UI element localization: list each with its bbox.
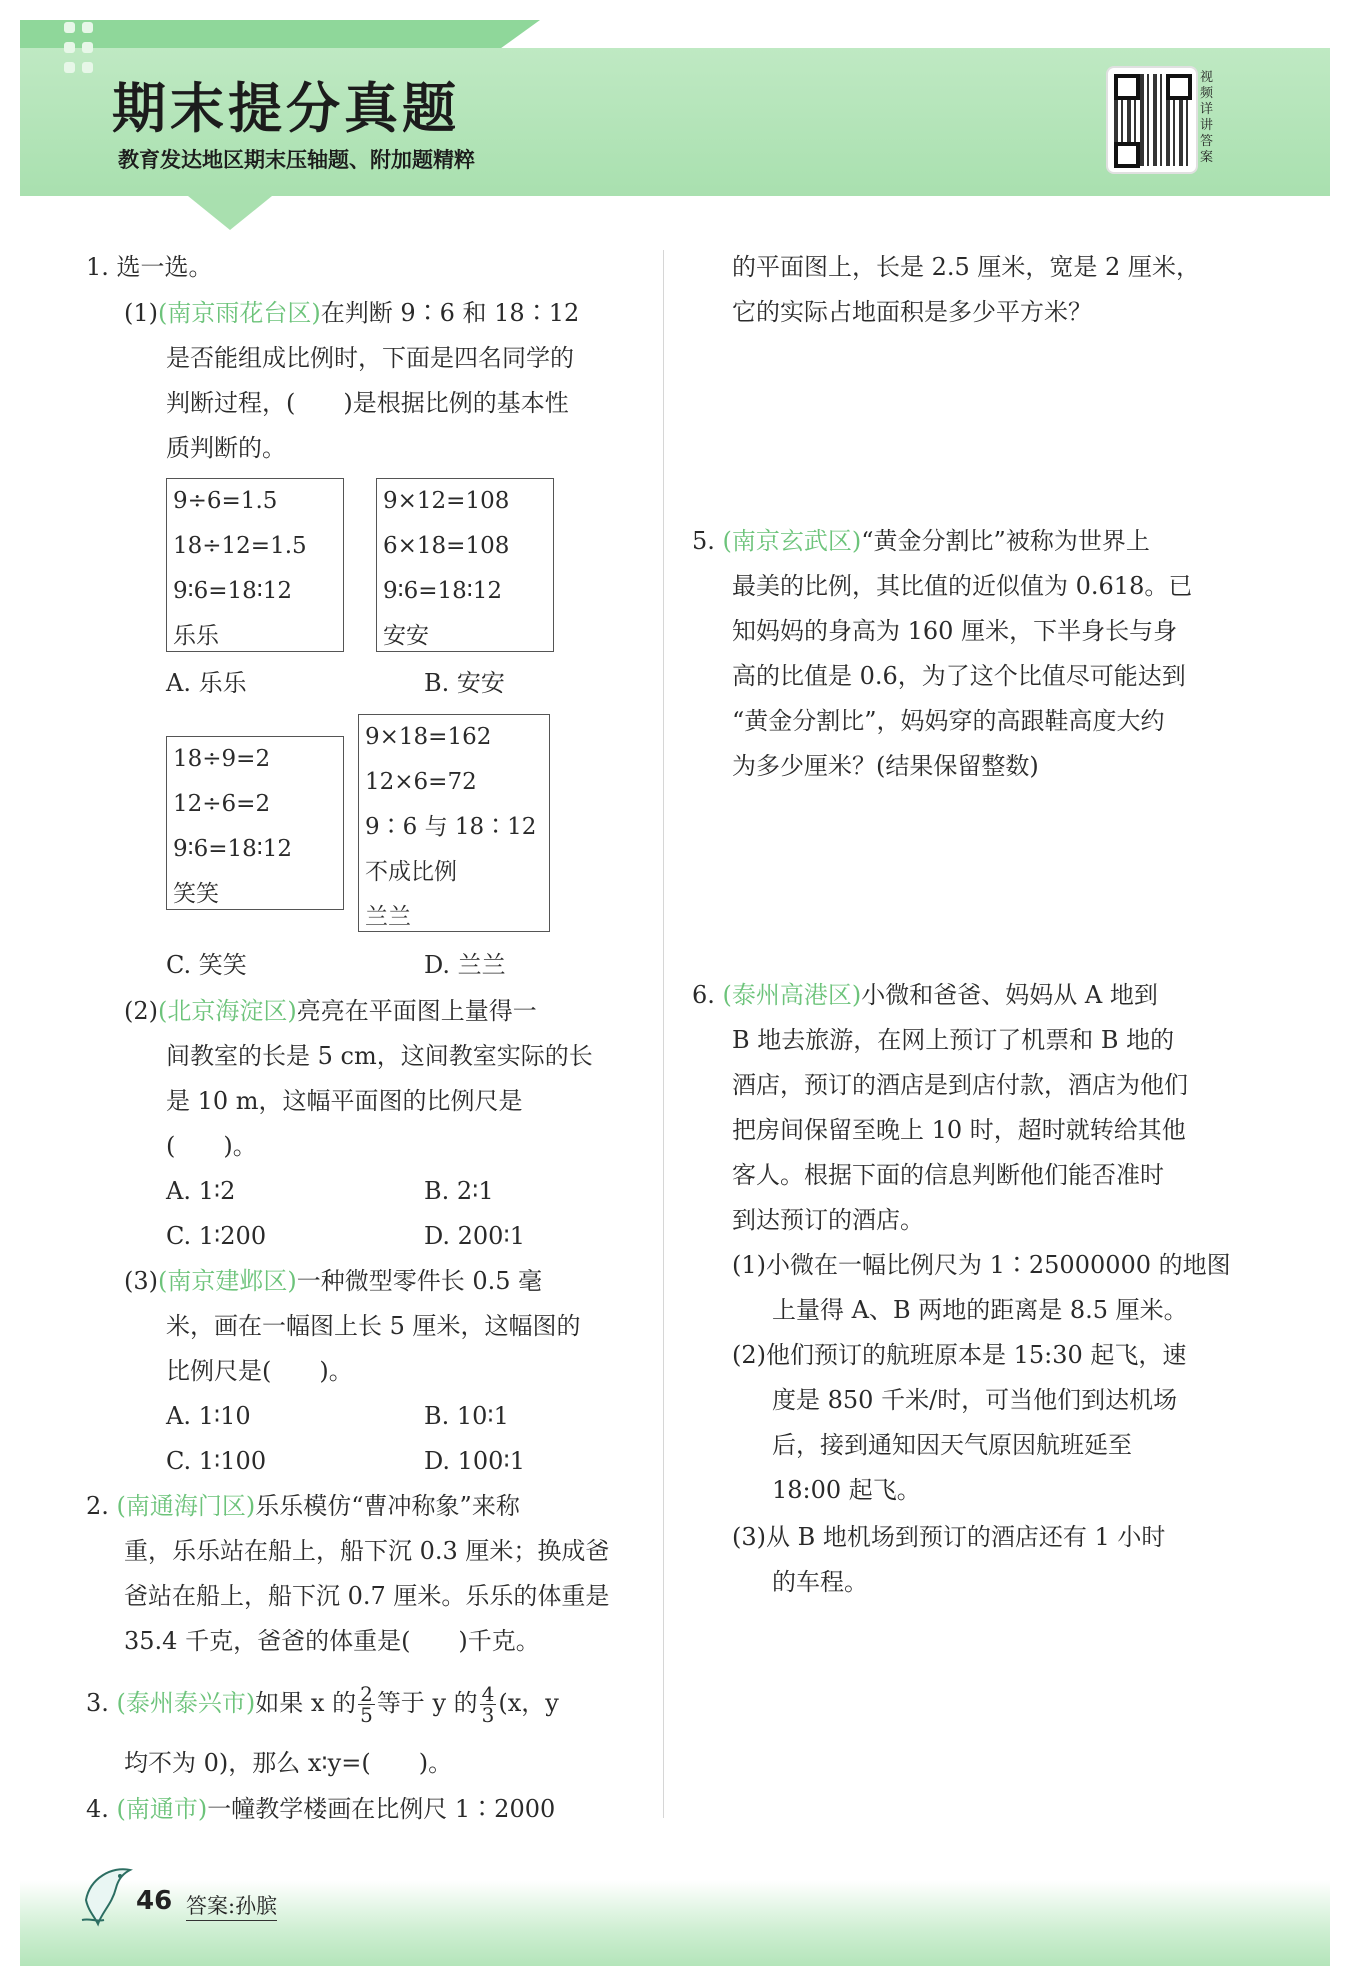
q3-line2: 均不为 0)，那么 x∶y=( )。: [124, 1749, 453, 1777]
q1-1-option-a: A. 乐乐: [166, 669, 247, 697]
q1-2-option-b: B. 2∶1: [424, 1177, 494, 1205]
q3-line1: 3. (泰州泰兴市)如果 x 的 $\frac{2}{5}$ 等于 y 的 $\frac{4}{3}$ (x，y: [86, 1682, 559, 1727]
q4-cont-line2: 它的实际占地面积是多少平方米？: [732, 298, 1092, 326]
box-line: 9÷6=1.5: [173, 488, 278, 514]
box-line: 笑笑: [173, 881, 219, 907]
q4-line1: 4. (南通市)一幢教学楼画在比例尺 1∶2000: [86, 1795, 556, 1823]
box-line: 9×18=162: [365, 724, 492, 750]
q6-sub2-line2: 度是 850 千米/时，可当他们到达机场: [772, 1386, 1178, 1414]
box-line: 6×18=108: [383, 533, 510, 559]
q5-line4: 高的比值是 0.6，为了这个比值尽可能达到: [732, 662, 1186, 690]
q6-line1: 6. (泰州高港区)小微和爸爸、妈妈从 A 地到: [692, 981, 1158, 1009]
q2-line1: 2. (南通海门区)乐乐模仿“曹冲称象”来称: [86, 1492, 520, 1520]
box-line: 9∶6=18∶12: [383, 578, 503, 604]
box-line: 18÷12=1.5: [173, 533, 307, 559]
box-line: 12÷6=2: [173, 791, 271, 817]
q2-line3: 爸站在船上，船下沉 0.7 厘米。乐乐的体重是: [124, 1582, 610, 1610]
q6-line6: 到达预订的酒店。: [732, 1206, 924, 1234]
q1-3-line3: 比例尺是( )。: [166, 1357, 353, 1385]
dolphin-icon: [76, 1860, 140, 1930]
q1-2-line4: ( )。: [166, 1132, 257, 1160]
q6-sub3-line2: 的车程。: [772, 1568, 868, 1596]
fraction-2-5: $\frac{2}{5}$: [360, 1682, 373, 1727]
q5-line5: “黄金分割比”，妈妈穿的高跟鞋高度大约: [732, 707, 1165, 735]
q1-3-option-b: B. 10∶1: [424, 1402, 509, 1430]
q5-line3: 知妈妈的身高为 160 厘米，下半身长与身: [732, 617, 1178, 645]
q4-cont-line1: 的平面图上，长是 2.5 厘米，宽是 2 厘米，: [732, 253, 1200, 281]
box-line: 9∶6 与 18∶12: [365, 814, 537, 840]
box-line: 12×6=72: [365, 769, 477, 795]
box-line: 9∶6=18∶12: [173, 578, 293, 604]
box-lele: [166, 478, 344, 652]
box-anan: [376, 478, 554, 652]
box-line: 乐乐: [173, 623, 219, 649]
banner-arrow: [188, 196, 272, 230]
q1-2-line1: (2)(北京海淀区)亮亮在平面图上量得一: [124, 997, 537, 1025]
q1-heading: 1. 选一选。: [86, 253, 213, 281]
q2-line4: 35.4 千克，爸爸的体重是( )千克。: [124, 1627, 540, 1655]
q6-sub3-line1: (3)从 B 地机场到预订的酒店还有 1 小时: [732, 1523, 1166, 1551]
fraction-4-3: $\frac{4}{3}$: [481, 1682, 495, 1727]
box-xiaoxiao: [166, 736, 344, 910]
q6-line4: 把房间保留至晚上 10 时，超时就转给其他: [732, 1116, 1186, 1144]
q6-sub1-line2: 上量得 A、B 两地的距离是 8.5 厘米。: [772, 1296, 1188, 1324]
q1-3-option-d: D. 100∶1: [424, 1447, 525, 1475]
q6-sub1-line1: (1)小微在一幅比例尺为 1∶25000000 的地图: [732, 1251, 1231, 1279]
box-line: 兰兰: [365, 904, 411, 930]
page-title: 期末提分真题: [112, 77, 460, 140]
q6-line2: B 地去旅游，在网上预订了机票和 B 地的: [732, 1026, 1175, 1054]
box-line: 9∶6=18∶12: [173, 836, 293, 862]
box-line: 不成比例: [365, 859, 457, 885]
box-lanlan: [358, 714, 550, 932]
q1-2-option-c: C. 1∶200: [166, 1222, 267, 1250]
q5-line1: 5. (南京玄武区)“黄金分割比”被称为世界上: [692, 527, 1150, 555]
q1-1-option-c: C. 笑笑: [166, 951, 247, 979]
box-line: 18÷9=2: [173, 746, 271, 772]
qr-label: 视频详讲答案: [1200, 70, 1214, 165]
page-subtitle: 教育发达地区期末压轴题、附加题精粹: [118, 148, 475, 172]
q2-line2: 重，乐乐站在船上，船下沉 0.3 厘米；换成爸: [124, 1537, 610, 1565]
q1-3-option-c: C. 1∶100: [166, 1447, 267, 1475]
q6-line3: 酒店，预订的酒店是到店付款，酒店为他们: [732, 1071, 1188, 1099]
q1-1-option-d: D. 兰兰: [424, 951, 506, 979]
q1-1-line2: 是否能组成比例时，下面是四名同学的: [166, 344, 574, 372]
q6-sub2-line4: 18:00 起飞。: [772, 1476, 921, 1504]
column-divider: [663, 250, 664, 1818]
q1-2-option-a: A. 1∶2: [166, 1177, 236, 1205]
box-line: 安安: [383, 623, 429, 649]
decor-dots: [64, 22, 104, 82]
q1-1-line1: (1)(南京雨花台区)在判断 9∶6 和 18∶12: [124, 299, 580, 327]
box-line: 9×12=108: [383, 488, 510, 514]
q1-1-line3: 判断过程，( )是根据比例的基本性: [166, 389, 569, 417]
q1-2-line2: 间教室的长是 5 cm，这间教室实际的长: [166, 1042, 593, 1070]
answer-label: 答案:孙膑: [186, 1890, 277, 1921]
q1-1-option-b: B. 安安: [424, 669, 505, 697]
q1-1-line4: 质判断的。: [166, 434, 286, 462]
q1-3-option-a: A. 1∶10: [166, 1402, 251, 1430]
q1-2-line3: 是 10 m，这幅平面图的比例尺是: [166, 1087, 523, 1115]
q1-3-line1: (3)(南京建邺区)一种微型零件长 0.5 毫: [124, 1267, 543, 1295]
q1-3-line2: 米，画在一幅图上长 5 厘米，这幅图的: [166, 1312, 581, 1340]
q6-sub2-line3: 后，接到通知因天气原因航班延至: [772, 1431, 1132, 1459]
qr-code-icon[interactable]: [1106, 66, 1198, 174]
page-number: 46: [136, 1886, 173, 1916]
q5-line6: 为多少厘米？(结果保留整数): [732, 752, 1039, 780]
q5-line2: 最美的比例，其比值的近似值为 0.618。已: [732, 572, 1193, 600]
q1-2-option-d: D. 200∶1: [424, 1222, 525, 1250]
q6-sub2-line1: (2)他们预订的航班原本是 15:30 起飞，速: [732, 1341, 1187, 1369]
q6-line5: 客人。根据下面的信息判断他们能否准时: [732, 1161, 1164, 1189]
